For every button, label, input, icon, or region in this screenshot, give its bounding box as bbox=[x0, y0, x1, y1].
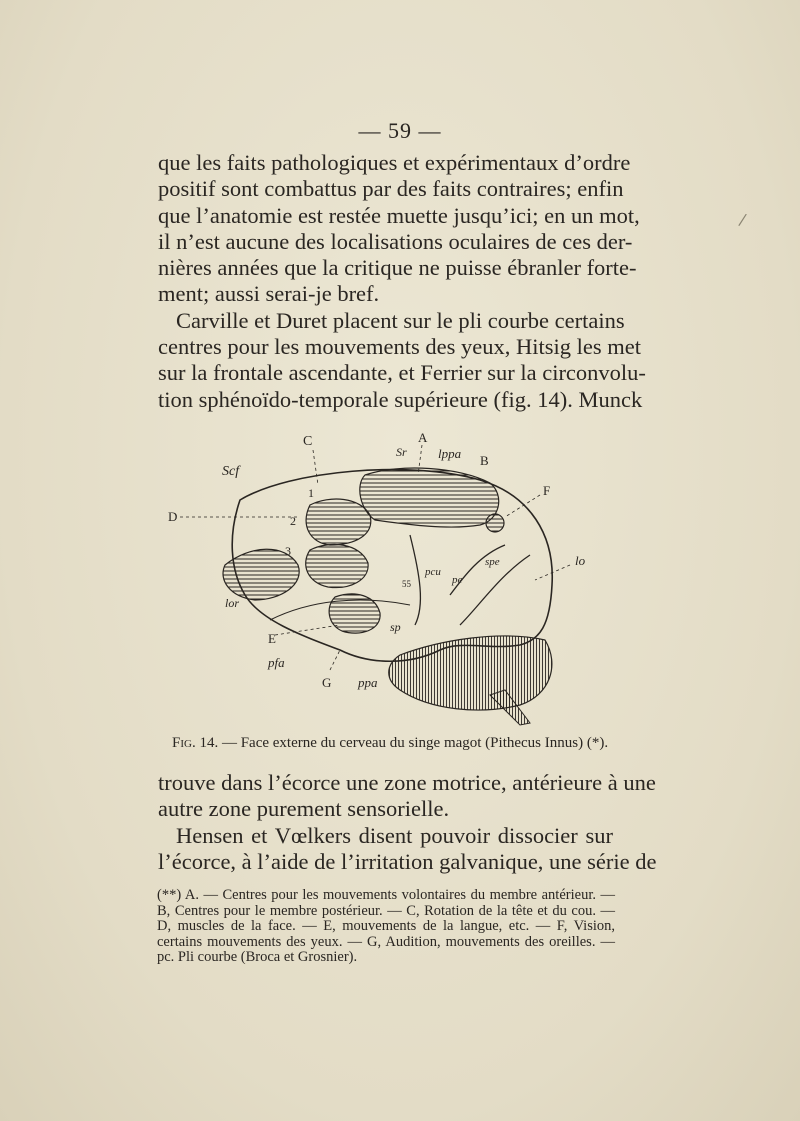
label-lo: lo bbox=[575, 553, 586, 568]
label-pcu: pcu bbox=[425, 566, 441, 578]
label-spe: spe bbox=[485, 556, 500, 568]
text-line: positif sont combattus par des faits contraires; enfin bbox=[158, 176, 624, 202]
text-line: que les faits pathologiques et expérimentaux d’ordre bbox=[158, 150, 631, 175]
footnote bbox=[157, 888, 615, 966]
label-a: A bbox=[418, 430, 428, 445]
caption-text: Face externe du cerveau du singe magot (Pithecus Innus) (*). bbox=[240, 735, 609, 751]
text-line: il n’est aucune des localisations oculaires de ces der- bbox=[158, 228, 633, 254]
label-pfa: pfa bbox=[268, 655, 285, 670]
caption-prefix: Fig. 14. — bbox=[172, 735, 237, 751]
figure-caption bbox=[172, 735, 612, 752]
sulcus-line bbox=[450, 545, 505, 595]
footnote-line: D, muscles de la face. — E, mouvements de la langue, etc. — F, Vision, bbox=[157, 918, 615, 934]
label-lor: lor bbox=[225, 596, 240, 610]
label-3: 3 bbox=[285, 544, 291, 558]
footnote-line: (**) A. — Centres pour les mouvements volontaires du membre antérieur. — bbox=[157, 887, 615, 903]
label-c: C bbox=[303, 434, 313, 449]
text-block-top bbox=[158, 150, 646, 413]
text-line: tion sphénoïdo-temporale supérieure (fig. 14). Munck bbox=[158, 386, 643, 412]
text-line: trouve dans l’écorce une zone motrice, antérieure à une bbox=[158, 770, 656, 795]
label-scf: Scf bbox=[222, 464, 240, 479]
label-f: F bbox=[543, 483, 551, 498]
label-e: E bbox=[268, 631, 276, 646]
label-ppa: ppa bbox=[358, 675, 378, 690]
label-2: 2 bbox=[290, 514, 296, 528]
footnote-line: certains mouvements des yeux. — G, Audition, mouvements des oreilles. — bbox=[157, 933, 615, 950]
cerebellum bbox=[389, 636, 552, 710]
text-block-bottom bbox=[158, 770, 657, 875]
text-line: centres pour les mouvements des yeux, Hitsig les met bbox=[158, 334, 642, 360]
text-line: Carville et Duret placent sur le pli courbe certains bbox=[176, 307, 625, 333]
footnote-line: pc. Pli courbe (Broca et Grosnier). bbox=[157, 949, 358, 965]
label-d: D bbox=[168, 509, 178, 524]
label-b: B bbox=[480, 453, 489, 468]
label-1: 1 bbox=[308, 486, 314, 500]
vision-spot bbox=[486, 514, 504, 532]
label-g: G bbox=[322, 675, 332, 690]
text-line: l’écorce, à l’aide de l’irritation galvanique, une série de bbox=[158, 848, 657, 874]
frontal-lobe-mid bbox=[306, 499, 371, 545]
footnote-line: B, Centres pour le membre postérieur. — C, Rotation de la tête et du cou. — bbox=[157, 902, 615, 919]
label-sr: Sr bbox=[396, 445, 407, 459]
text-line: ment; aussi serai-je bref. bbox=[158, 281, 380, 307]
label-pe: pe bbox=[452, 574, 463, 586]
text-line: que l’anatomie est restée muette jusqu’ici; en un mot, bbox=[158, 202, 640, 228]
text-line: autre zone purement sensorielle. bbox=[158, 796, 450, 822]
text-line: nières années que la critique ne puisse ébranler forte- bbox=[158, 255, 637, 281]
page-number: — 59 — bbox=[358, 118, 442, 143]
frontal-lobe-low bbox=[306, 544, 368, 587]
text-line: sur la frontale ascendante, et Ferrier sur la circonvolu- bbox=[158, 360, 646, 386]
stray-pencil-mark: / bbox=[737, 209, 748, 230]
frontal-lobe-upper bbox=[360, 468, 499, 527]
sulcus-line bbox=[410, 535, 420, 625]
label-lppa: lppa bbox=[438, 446, 462, 461]
text-line: Hensen et Vœlkers disent pouvoir dissocier sur bbox=[176, 822, 613, 848]
label-sp: sp bbox=[390, 620, 401, 634]
brain-figure bbox=[160, 425, 620, 745]
label-55: 55 bbox=[402, 579, 411, 589]
